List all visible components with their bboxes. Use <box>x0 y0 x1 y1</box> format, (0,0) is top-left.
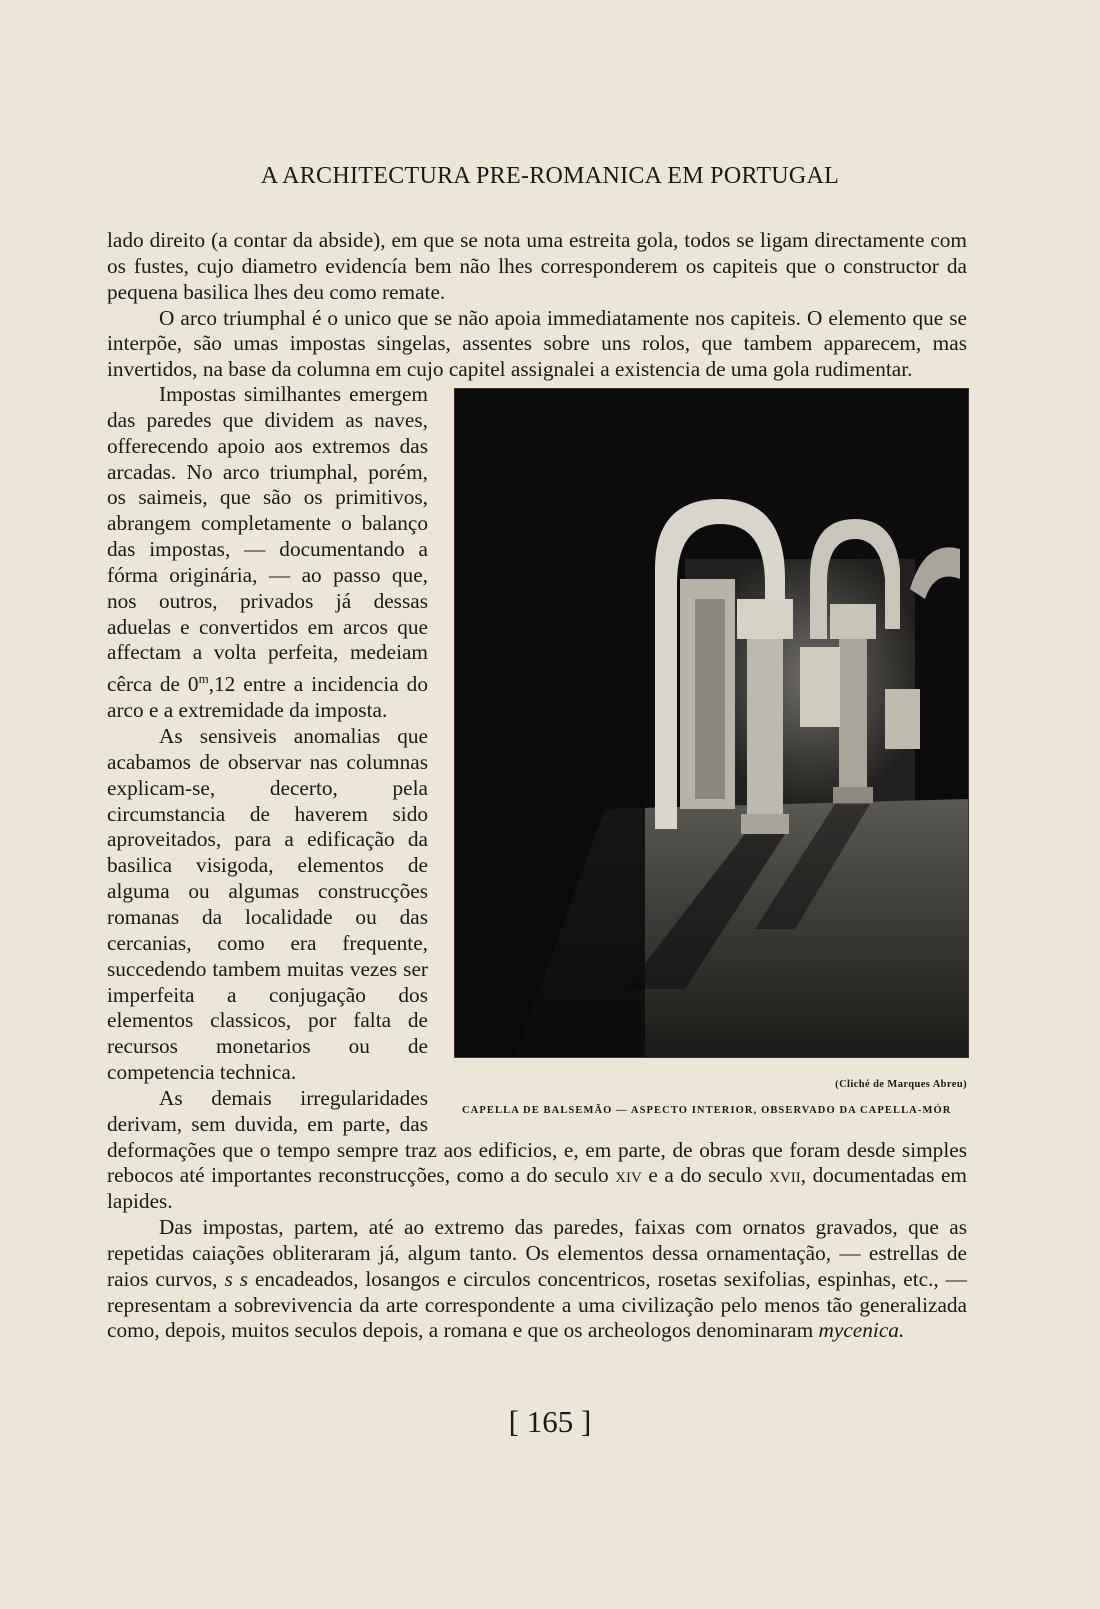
chapel-interior-photo <box>455 389 968 1057</box>
photo-credit: (Cliché de Marques Abreu) <box>835 1079 967 1090</box>
paragraph-2-text: O arco triumphal é o unico que se não apoia immediatamente nos capiteis. O elemento que se interpõe, são umas impostas singelas, assentes sobre uns rolos, que tambem apparecem, mas invertidos, na base da columna em cujo capitel assignalei a existencia de uma gola rudimentar. <box>107 305 967 382</box>
paragraph-6-italic-s: s s <box>224 1266 248 1291</box>
paragraph-5-text-b: e a do seculo <box>641 1163 770 1188</box>
paragraph-3-superscript: m <box>198 671 209 687</box>
paragraph-5-text-c: , documentadas em lapides. <box>107 1163 967 1214</box>
figure-caption: CAPELLA DE BALSEMÃO — ASPECTO INTERIOR, OBSERVADO DA CAPELLA-MÓR <box>462 1105 952 1116</box>
century-xiv: xiv <box>615 1163 642 1188</box>
paragraph-6-italic-end: mycenica. <box>818 1318 905 1343</box>
text-block-main <box>107 382 967 1382</box>
paragraph-4: As sensiveis anomalias que acabamos de observar nas columnas explicam-se, decerto, pela circumstancia de haverem sido aproveitados, para a edificação da basilica visigoda, elementos de alguma ou algumas construcções romanas da localidade ou das cercanias, como era frequente, succedendo tambem muitas vezes ser imperfeita a conjugação dos elementos classicos, por falta de recursos monetarios ou de competencia technica. <box>107 724 428 1085</box>
paragraph-5-text-a: As demais irregularidades derivam, sem duvida, em parte, das deformações que o tempo sempre traz aos edificios, e, em parte, de obras que foram desde simples rebocos até importantes reconstrucções, como a do seculo <box>107 1085 967 1188</box>
paragraph-1: lado direito (a contar da abside), em que se nota uma estreita gola, todos se ligam directamente com os fustes, cujo diametro evidencía bem não lhes corresponderem os capiteis que o constructor da pequena basilica lhes deu como remate. <box>107 228 967 304</box>
paragraph-6-text-a: Das impostas, partem, até ao extremo das paredes, faixas com ornatos gravados, que as repetidas caiações obliteraram já, algum tanto. Os elementos dessa ornamentação, — estrellas de raios curvos, <box>107 1215 967 1291</box>
photograph <box>454 388 969 1058</box>
text-block-upper <box>107 228 967 383</box>
century-xvii: xvii <box>769 1163 801 1188</box>
page-number: [ 165 ] <box>508 1404 592 1439</box>
figure <box>454 382 967 1125</box>
paragraph-6-text-b: encadeados, losangos e circulos concentricos, rosetas sexifolias, espinhas, etc., — representam a sobrevivencia da arte correspondente a uma civilização pelo menos tão generalizada como, depois, muitos seculos depois, a romana e que os archeologos denominaram <box>107 1266 967 1343</box>
paragraph-6 <box>107 1215 967 1344</box>
paragraph-2 <box>107 306 967 384</box>
paragraph-3-text-a: Impostas similhantes emergem das paredes que dividem as naves, offerecendo apoio aos extremos das arcadas. No arco triumphal, porém, os saimeis, que são os primitivos, abrangem completamente o balanço das impostas, — documentando a fórma originária, — ao passo que, nos outros, privados já dessas aduelas e convertidos em arcos que affectam a volta perfeita, medeiam cêrca de 0 <box>107 382 428 697</box>
running-title: A ARCHITECTURA PRE-ROMANICA EM PORTUGAL <box>260 163 840 189</box>
paragraph-3-text-b: ,12 entre a incidencia do arco e a extremidade da imposta. <box>107 672 428 723</box>
